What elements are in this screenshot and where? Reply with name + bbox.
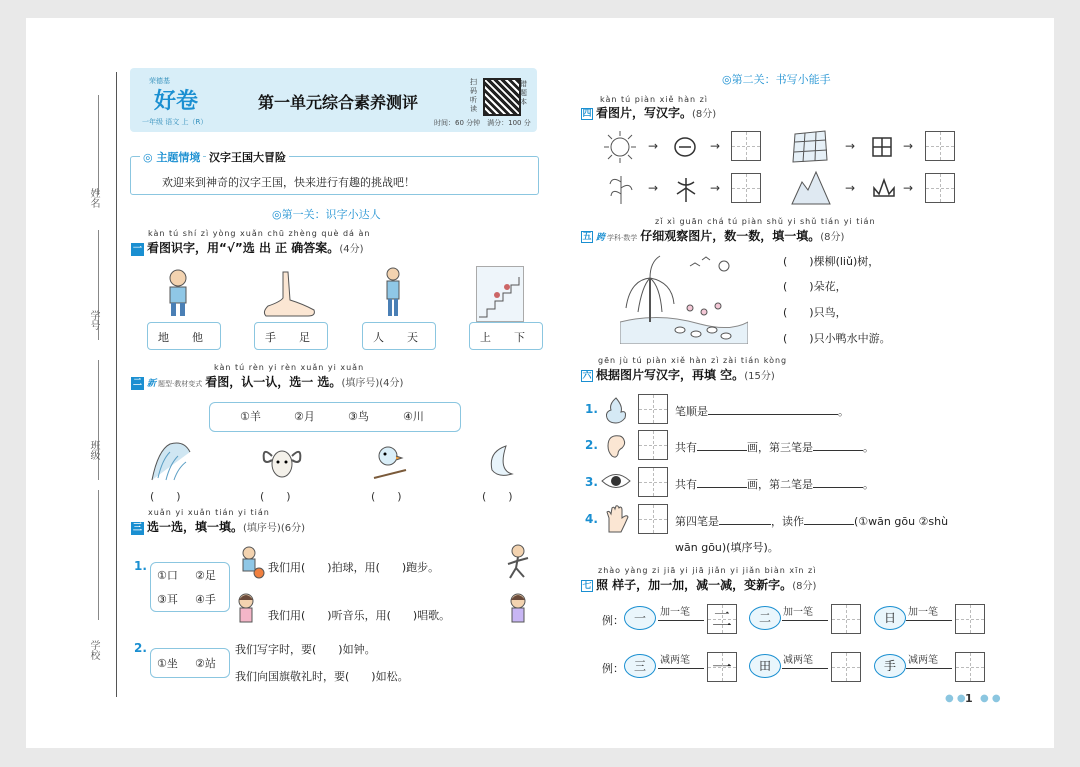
arrow-icon: →	[903, 139, 914, 153]
q2-tag: 新	[147, 379, 157, 389]
q7-r1-c2-char: 二	[749, 606, 781, 630]
qr-right-label: 错题本	[520, 80, 527, 106]
q7-pinyin: zhào yàng zi jiā yi jiā jiǎn yi jiǎn biàn xīn zì	[598, 566, 817, 575]
q1-option-1b: 他	[192, 331, 203, 344]
q7-r1-c3-op: 加一笔	[908, 607, 938, 618]
q6-row-2-number: 2.	[585, 438, 598, 452]
pager-dots-left: ● ●	[945, 693, 966, 704]
sun-illustration	[603, 130, 637, 164]
q7-r1-c1-result: 二	[707, 604, 737, 634]
pager-dots-right: ● ●	[980, 693, 1001, 704]
q3-group-1-options	[150, 562, 230, 612]
arrow-icon: →	[710, 139, 721, 153]
q1-option-1a: 地	[158, 331, 169, 344]
q7-title	[581, 576, 816, 593]
logo-brand: 荣德基	[149, 77, 170, 85]
q2-option: ①羊	[240, 410, 261, 423]
q3-opt: ①口	[157, 569, 178, 582]
arrow-icon: →	[648, 181, 659, 195]
qr-code[interactable]	[483, 78, 521, 116]
ancient-field-glyph-icon	[871, 136, 893, 158]
q3-opt: ④手	[195, 593, 216, 606]
q6-row-4-blank-2[interactable]	[804, 524, 854, 525]
hand-illustration	[603, 504, 631, 534]
q6-pinyin: gēn jù tú piàn xiě hàn zì zài tián kòng	[598, 356, 788, 365]
arrow-icon: →	[845, 181, 856, 195]
grain-illustration	[606, 170, 636, 206]
page-number: 1	[965, 692, 973, 705]
q2-option: ②月	[294, 410, 315, 423]
q5-title	[581, 227, 844, 244]
q3-opt: ②站	[195, 657, 216, 670]
exam-info: 时间：60 分钟 满分：100 分	[434, 119, 531, 127]
q6-row-3-blank-1[interactable]	[697, 487, 747, 488]
q7-example-label: 例：	[602, 662, 624, 675]
q6-row-4	[675, 513, 948, 529]
q1-title	[131, 239, 363, 256]
q2-answer-2[interactable]: ( )	[260, 490, 291, 503]
q1-option-3[interactable]	[362, 322, 436, 350]
q7-r2-c1-char: 三	[624, 654, 656, 678]
q3-opt: ③耳	[157, 593, 178, 606]
binding-divider	[98, 490, 99, 620]
q6-row-3	[675, 476, 874, 492]
q6-writing-grid-4[interactable]	[638, 504, 668, 534]
arrow-icon: →	[648, 139, 659, 153]
q2-answer-4[interactable]: ( )	[482, 490, 513, 503]
level-2-title: ◎第二关：书写小能手	[722, 73, 831, 86]
q6-row-2	[675, 439, 874, 455]
q6-writing-grid-1[interactable]	[638, 394, 668, 424]
arrow-line-icon	[906, 668, 952, 669]
level-1-title: ◎第一关：识字小达人	[272, 208, 381, 221]
q2-score: (填序号)(4分)	[341, 378, 404, 389]
q6-row-3-blank-2[interactable]	[813, 487, 863, 488]
school-label: 学校	[88, 640, 99, 660]
q6-row-4-mid: ，读作	[771, 515, 804, 528]
q6-row-3-post: 。	[863, 478, 874, 491]
q6-row-3-pre: 共有	[675, 478, 697, 491]
bird-illustration	[370, 440, 410, 482]
q4-number: 四	[582, 109, 592, 119]
q2-number: 二	[132, 378, 142, 388]
q7-r1-c3-char: 日	[874, 606, 906, 630]
q6-row-4-number: 4.	[585, 512, 598, 526]
q6-row-2-pre: 共有	[675, 441, 697, 454]
q5-pinyin: zǐ xì guān chá tú piàn shǔ yi shǔ tián yi tián	[655, 217, 876, 226]
q7-r2-c2-result[interactable]	[831, 652, 861, 682]
q7-r1-c2-op: 加一笔	[783, 607, 813, 618]
q6-row-3-mid: 画，第二笔是	[747, 478, 813, 491]
arrow-line-icon	[658, 620, 704, 621]
q6-row-1-number: 1.	[585, 402, 598, 416]
class-label: 班级	[88, 440, 99, 460]
q3-text: 选一选，填一填。	[147, 520, 244, 534]
q3-sentence-2: 我们用( )听音乐，用( )唱歌。	[268, 609, 451, 622]
q7-text: 照 样子，加一加，减一减，变新字。	[596, 578, 793, 592]
q6-row-1-blank[interactable]	[708, 414, 838, 415]
q5-tag: 跨	[596, 233, 606, 243]
ancient-mountain-glyph-icon	[871, 176, 897, 200]
grade-label: 一年级 语文 上（R）	[142, 118, 208, 126]
q6-number: 六	[582, 371, 592, 381]
q2-text: 看图，认一认，选一 选。	[205, 375, 342, 389]
q2-pinyin: kàn tú rèn yi rèn xuǎn yi xuǎn	[214, 363, 365, 372]
theme-title: 汉字王国大冒险	[206, 149, 289, 165]
q7-example-label: 例：	[602, 614, 624, 627]
q2-answer-3[interactable]: ( )	[371, 490, 402, 503]
q1-option-4b: 下	[514, 331, 525, 344]
willow-pond-illustration	[620, 252, 748, 344]
student-number-label: 学号	[88, 310, 99, 330]
q1-option-2b: 足	[299, 331, 310, 344]
q2-tag2: 题型·教材变式	[158, 380, 203, 388]
q4-writing-grid-1[interactable]	[731, 131, 761, 161]
q4-writing-grid-4[interactable]	[925, 173, 955, 203]
arrow-icon: →	[845, 139, 856, 153]
q3-sentence-1: 我们用( )拍球，用( )跑步。	[268, 561, 440, 574]
q3-sentence-3: 我们写字时，要( )如钟。	[235, 643, 376, 656]
q7-r2-c3-op: 减两笔	[908, 655, 938, 666]
q6-score: (15分)	[744, 371, 775, 382]
q6-row-1	[675, 403, 849, 419]
q6-row-4-post: (①wān gōu ②shù	[854, 515, 949, 528]
q3-title	[131, 518, 305, 535]
q6-title	[581, 366, 775, 383]
q1-number: 一	[132, 244, 142, 254]
q1-option-3b: 天	[407, 331, 418, 344]
q7-r2-c2-op: 减两笔	[783, 655, 813, 666]
ancient-grain-glyph-icon	[673, 174, 699, 204]
q7-score: (8分)	[792, 581, 817, 592]
q7-r1-c1-op: 加一笔	[660, 607, 690, 618]
q7-r2-c3-result[interactable]	[955, 652, 985, 682]
q5-line-1: ( )棵柳(liǔ)树，	[783, 255, 880, 268]
q1-option-4a: 上	[480, 331, 491, 344]
ear-illustration	[604, 432, 628, 460]
q6-row-4-blank-1[interactable]	[719, 524, 771, 525]
q4-title	[581, 104, 716, 121]
theme-text: 欢迎来到神奇的汉字王国，快来进行有趣的挑战吧！	[162, 176, 415, 189]
goat-illustration	[258, 442, 306, 480]
arrow-icon: →	[903, 181, 914, 195]
q3-group-1-number: 1.	[134, 559, 147, 573]
q5-line-3: ( )只鸟，	[783, 306, 847, 319]
q4-score: (8分)	[692, 109, 717, 120]
q2-option: ③鸟	[348, 410, 369, 423]
binding-divider	[98, 360, 99, 480]
runner-illustration	[504, 544, 534, 580]
field-illustration	[791, 128, 829, 164]
girl-listening-illustration	[234, 592, 262, 628]
q1-text: 看图识字，用“√”选 出 正 确答案。	[147, 241, 340, 255]
arrow-line-icon	[906, 620, 952, 621]
ancient-sun-glyph-icon	[673, 136, 697, 158]
q7-r1-c1-char: 一	[624, 606, 656, 630]
q1-option-3a: 人	[373, 331, 384, 344]
q3-pinyin: xuǎn yi xuǎn tián yi tián	[148, 508, 270, 517]
q7-r1-c2-result[interactable]	[831, 604, 861, 634]
q3-group-2-number: 2.	[134, 641, 147, 655]
q6-row-4-continued: wān gōu)(填序号)。	[675, 541, 779, 554]
q7-r1-c3-result[interactable]	[955, 604, 985, 634]
q5-text: 仔细观察图片，数一数，填一填。	[640, 229, 821, 243]
q1-option-2[interactable]	[254, 322, 328, 350]
q6-row-2-post: 。	[863, 441, 874, 454]
arrow-icon: →	[710, 181, 721, 195]
q6-row-1-post: 。	[838, 405, 849, 418]
q6-writing-grid-2[interactable]	[638, 430, 668, 460]
binding-line	[116, 72, 117, 697]
q2-option: ④川	[403, 410, 424, 423]
q3-score: (填序号)(6分)	[243, 523, 305, 534]
stairs-illustration	[476, 266, 524, 322]
q5-number: 五	[582, 232, 592, 242]
q6-writing-grid-3[interactable]	[638, 467, 668, 497]
q6-row-4-pre: 第四笔是	[675, 515, 719, 528]
q5-score: (8分)	[820, 232, 845, 243]
arrow-line-icon	[782, 620, 828, 621]
qr-left-label: 扫码听读	[470, 78, 477, 113]
q6-row-2-blank-1[interactable]	[697, 450, 747, 451]
q6-row-2-mid: 画，第三笔是	[747, 441, 813, 454]
q5-line-2: ( )朵花，	[783, 280, 847, 293]
arrow-line-icon	[782, 668, 828, 669]
q2-answer-1[interactable]: ( )	[150, 490, 181, 503]
q7-r2-c2-char: 田	[749, 654, 781, 678]
eye-illustration	[600, 470, 632, 492]
q1-score: (4分)	[339, 244, 364, 255]
foot-illustration	[258, 270, 318, 318]
q4-text: 看图片，写汉字。	[596, 106, 693, 120]
q3-sentence-4: 我们向国旗敬礼时，要( )如松。	[235, 670, 409, 683]
girl-singing-illustration	[504, 592, 532, 628]
theme-tag: ◎ 主题情境	[140, 149, 203, 165]
q3-group-2-options	[150, 648, 230, 678]
q6-text: 根据图片写汉字，再填 空。	[596, 368, 745, 382]
q6-row-1-pre: 笔顺是	[675, 405, 708, 418]
river-illustration	[148, 440, 194, 482]
q3-number: 三	[132, 523, 142, 533]
arrow-line-icon	[658, 668, 704, 669]
page-title: 第一单元综合素养测评	[258, 93, 419, 112]
moon-illustration	[482, 442, 518, 480]
person-illustration	[382, 266, 404, 318]
q7-r2-c3-char: 手	[874, 654, 906, 678]
q2-title	[131, 373, 403, 390]
boy-ball-illustration	[237, 545, 265, 579]
q4-writing-grid-3[interactable]	[731, 173, 761, 203]
name-label: 姓名	[88, 188, 99, 208]
logo: 好卷	[154, 88, 199, 114]
q7-r2-c1-op: 减两笔	[660, 655, 690, 666]
boy-illustration	[162, 268, 194, 318]
q4-pinyin: kàn tú piàn xiě hàn zì	[600, 95, 709, 104]
mountain-illustration	[790, 168, 832, 206]
q1-option-1[interactable]	[147, 322, 221, 350]
binding-divider	[98, 95, 99, 195]
q1-option-4[interactable]	[469, 322, 543, 350]
q6-row-2-blank-2[interactable]	[813, 450, 863, 451]
q3-opt: ①坐	[157, 657, 178, 670]
q1-option-2a: 手	[265, 331, 276, 344]
q4-writing-grid-2[interactable]	[925, 131, 955, 161]
q7-r2-c1-result: 一	[707, 652, 737, 682]
q5-tag2: 学科·数学	[607, 234, 638, 242]
q1-pinyin: kàn tú shí zì yòng xuǎn chū zhèng què dá àn	[148, 229, 371, 238]
q7-number: 七	[582, 581, 592, 591]
fire-illustration	[603, 396, 629, 424]
q6-row-3-number: 3.	[585, 475, 598, 489]
q5-line-4: ( )只小鸭水中游。	[783, 332, 891, 345]
q3-opt: ②足	[195, 569, 216, 582]
